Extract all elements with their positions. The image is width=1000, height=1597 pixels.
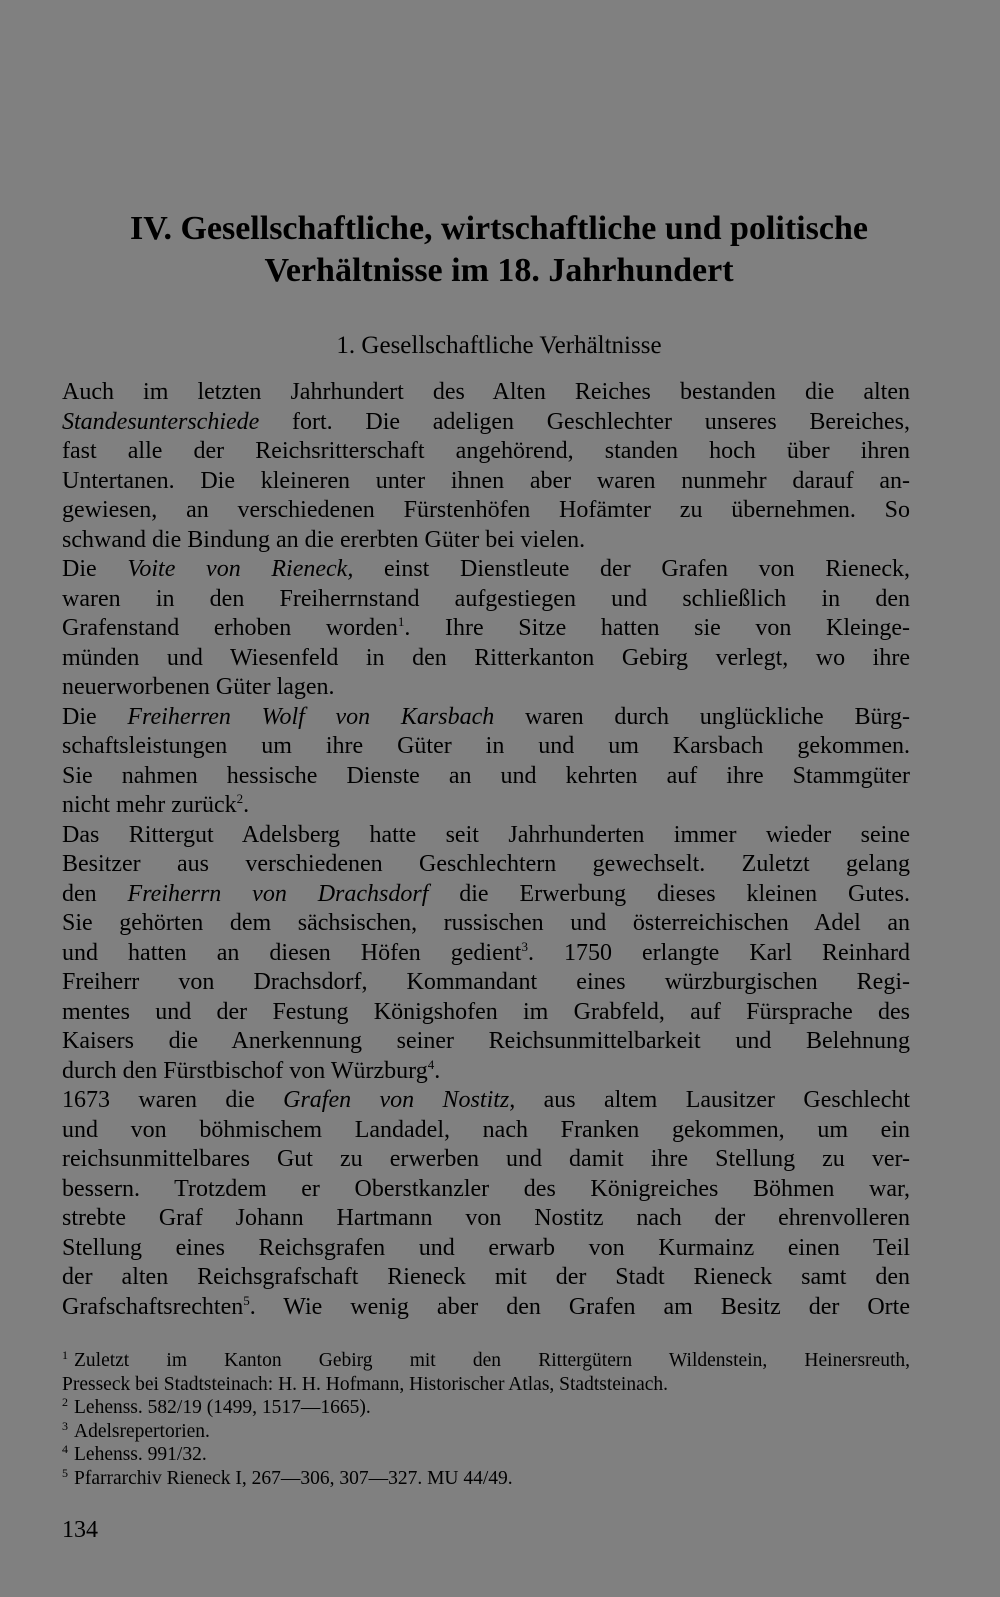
body-line [62,939,910,969]
body-line [62,732,910,762]
line-text: schaftsleistungen um ihre Güter in und um Karsbach gekommen. [62,733,910,759]
footnote-line [62,1467,910,1491]
line-text: Die [62,703,128,730]
body-text [62,378,910,1322]
body-line [62,968,910,998]
body-line [62,703,910,733]
footnote-text: Lehenss. 991/32. [74,1444,207,1465]
body-line [62,1234,910,1264]
body-line [62,408,910,438]
line-text: Das Rittergut Adelsberg hatte seit Jahrhunderten immer wieder seine [62,821,910,848]
chapter-title-line: Verhältnisse im 18. Jahrhundert [264,252,734,289]
chapter-title [60,208,938,292]
line-text: . [434,1057,441,1084]
line-text: bessern. Trotzdem er Oberstkanzler des Königreiches Böhmen war, [62,1175,910,1202]
line-text: die Erwerbung dieses kleinen Gutes. [428,880,910,907]
line-text: nicht mehr zurück [62,792,237,818]
body-line [62,909,910,939]
body-line [62,467,910,497]
line-text: und von böhmischem Landadel, nach Franken gekommen, um ein [62,1116,910,1143]
body-line [62,998,910,1028]
footnotes [62,1349,910,1490]
body-line [62,880,910,910]
line-text: waren in den Freiherrnstand aufgestiegen und schließlich in den [62,585,910,612]
line-text: . Ihre Sitze hatten sie von Kleinge- [404,615,911,641]
italic-name: Standesunterschiede [62,408,260,435]
italic-name: Freiherren Wolf von Karsbach [127,703,495,730]
line-text: den [62,880,128,907]
line-text: neuerworbenen Güter lagen. [62,674,335,700]
body-line [62,762,910,792]
footnote-line [62,1396,910,1420]
footnote-line [62,1443,910,1467]
footnote-text: Pfarrarchiv Rieneck I, 267—306, 307—327. MU 44/49. [74,1467,513,1489]
footnote-number: 2 [62,1395,68,1409]
line-text: Grafschaftsrechten [62,1293,244,1320]
line-text: schwand die Bindung an die ererbten Güter bei vielen. [62,526,586,553]
line-text: und hatten an diesen Höfen gedient [62,939,522,966]
line-text: fast alle der Reichsritterschaft angehörend, standen hoch über ihren [62,438,910,464]
body-line [62,1145,910,1175]
line-text: Grafenstand erhoben worden [62,615,398,641]
footnote-ref: 1 [397,614,405,629]
body-line [62,1263,910,1293]
italic-name: Freiherrn von Drachsdorf [127,880,429,907]
body-line [62,1293,910,1323]
line-text: fort. Die adeligen Geschlechter unseres Bereiches, [259,408,910,435]
line-text: 1673 waren die [62,1087,284,1113]
line-text: Sie nahmen hessische Dienste an und kehrten auf ihre Stammgüter [62,762,910,789]
body-line [62,526,910,556]
body-line [62,1027,910,1057]
body-line [62,378,910,408]
body-line [62,791,910,821]
chapter-title-line: IV. Gesellschaftliche, wirtschaftliche und politische [130,210,868,247]
footnote-ref: 5 [243,1292,250,1308]
footnote-number: 1 [62,1348,68,1362]
footnote-number: 4 [62,1442,68,1456]
line-text: waren durch unglückliche Bürg- [494,703,910,730]
line-text: mentes und der Festung Königshofen im Grabfeld, auf Fürsprache des [62,998,910,1025]
line-text: strebte Graf Johann Hartmann von Nostitz nach der ehrenvolleren [62,1205,910,1231]
footnote-text: Presseck bei Stadtsteinach: H. H. Hofmann, Historischer Atlas, Stadtsteinach. [62,1373,669,1395]
footnote-number: 3 [62,1418,68,1433]
footnote-text: Adelsrepertorien. [74,1420,210,1442]
line-text: Stellung eines Reichsgrafen und erwarb von Kurmainz einen Teil [62,1234,910,1261]
body-line [62,1086,910,1116]
line-text: . 1750 erlangte Karl Reinhard [527,939,910,966]
line-text: durch den Fürstbischof von Würzburg [62,1057,428,1084]
page-number: 134 [62,1517,98,1543]
line-text: Freiherr von Drachsdorf, Kommandant eines würzburgischen Regi- [62,969,910,995]
italic-name: Voite von Rieneck, [127,556,354,582]
body-line [62,496,910,526]
body-line [62,821,910,851]
line-text: Auch im letzten Jahrhundert des Alten Reiches bestanden die alten [62,379,910,405]
line-text: . [243,792,250,818]
body-line [62,1204,910,1234]
body-line [62,614,910,644]
line-text: Sie gehörten dem sächsischen, russischen und österreichischen Adel an [62,910,910,936]
line-text: münden und Wiesenfeld in den Ritterkanton Gebirg verlegt, wo ihre [62,644,910,671]
footnote-ref: 3 [521,938,528,954]
footnote-line [62,1349,910,1373]
footnote-line [62,1373,910,1397]
body-line [62,850,910,880]
line-text: Untertanen. Die kleineren unter ihnen aber waren nunmehr darauf an- [62,467,910,494]
line-text: der alten Reichsgrafschaft Rieneck mit der Stadt Rieneck samt den [62,1264,910,1290]
footnote-ref: 2 [236,791,244,806]
footnote-text: Lehenss. 582/19 (1499, 1517—1665). [74,1397,371,1418]
line-text: reichsunmittelbares Gut zu erwerben und damit ihre Stellung zu ver- [62,1146,910,1172]
line-text: Besitzer aus verschiedenen Geschlechtern gewechselt. Zuletzt gelang [62,851,910,877]
body-line [62,1175,910,1205]
section-title: 1. Gesellschaftliche Verhältnisse [336,332,662,359]
body-line [62,1057,910,1087]
body-line [62,437,910,467]
body-line [62,585,910,615]
footnote-ref: 4 [427,1056,435,1072]
line-text: gewiesen, an verschiedenen Fürstenhöfen Hofämter zu übernehmen. So [62,497,910,523]
body-line [62,673,910,703]
line-text: einst Dienstleute der Grafen von Rieneck, [353,556,911,582]
line-text: Kaisers die Anerkennung seiner Reichsunmittelbarkeit und Belehnung [62,1028,910,1054]
body-line [62,555,910,585]
body-line [62,1116,910,1146]
footnote-line [62,1420,910,1444]
footnote-number: 5 [62,1465,68,1480]
italic-name: Grafen von Nostitz, [283,1087,516,1113]
line-text: Die [62,556,128,582]
line-text: . Wie wenig aber den Grafen am Besitz der Orte [249,1293,910,1320]
footnote-text: Zuletzt im Kanton Gebirg mit den Rittergütern Wildenstein, Heinersreuth, [74,1350,910,1371]
body-line [62,644,910,674]
line-text: aus altem Lausitzer Geschlecht [515,1087,911,1113]
